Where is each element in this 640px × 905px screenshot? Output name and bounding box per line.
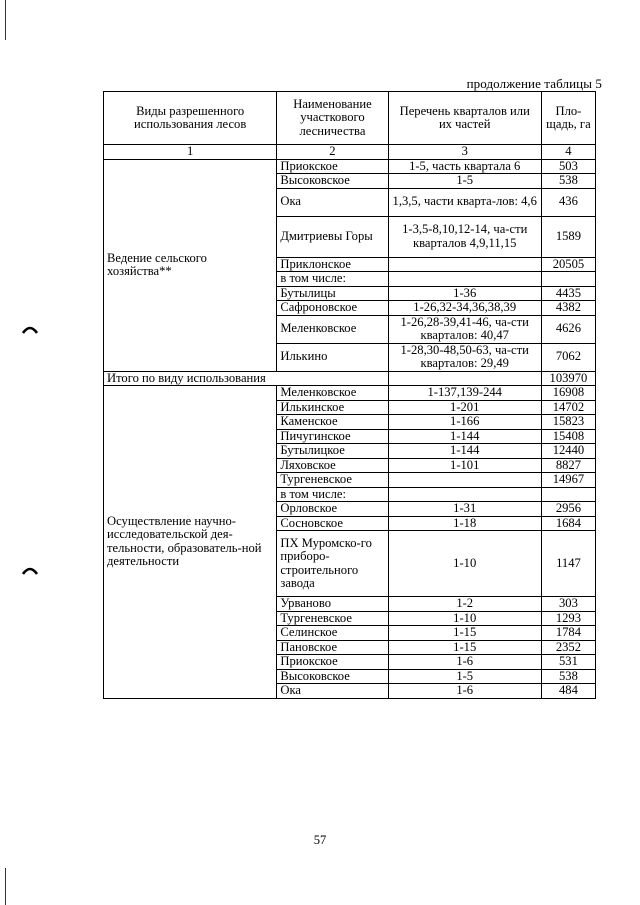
area-cell: 2352	[541, 640, 595, 655]
subtotal-row	[104, 371, 596, 386]
forestry-name-cell: Приокское	[277, 655, 388, 670]
forestry-name-cell: Бутылицы	[277, 286, 388, 301]
forestry-name-cell: в том числе:	[277, 272, 388, 287]
use-type-cell: Ведение сельского хозяйства**	[104, 159, 277, 371]
quarters-cell: 1-144	[388, 429, 541, 444]
quarters-cell	[388, 487, 541, 502]
area-cell: 1684	[541, 516, 595, 531]
forest-use-table	[103, 91, 596, 699]
table-caption: продолжение таблицы 5	[466, 76, 602, 91]
area-cell: 436	[541, 188, 595, 216]
area-cell	[541, 272, 595, 287]
area-cell: 538	[541, 174, 595, 189]
forestry-name-cell: Илькино	[277, 343, 388, 371]
quarters-cell: 1,3,5, части кварта-лов: 4,6	[388, 188, 541, 216]
forestry-name-cell: Ока	[277, 684, 388, 699]
area-cell: 8827	[541, 458, 595, 473]
area-cell: 15408	[541, 429, 595, 444]
quarters-cell: 1-15	[388, 640, 541, 655]
area-cell: 14967	[541, 473, 595, 488]
quarters-cell: 1-137,139-244	[388, 386, 541, 401]
header-forestry-name: Наименование участкового лесничества	[277, 92, 388, 145]
quarters-cell: 1-18	[388, 516, 541, 531]
header-area: Пло-щадь, га	[541, 92, 595, 145]
table-header-row	[104, 92, 596, 145]
area-cell: 1293	[541, 611, 595, 626]
area-cell: 4435	[541, 286, 595, 301]
area-cell: 20505	[541, 257, 595, 272]
table-row	[104, 386, 596, 401]
forestry-name-cell: Пановское	[277, 640, 388, 655]
forestry-name-cell: в том числе:	[277, 487, 388, 502]
area-cell: 503	[541, 159, 595, 174]
subtotal-area: 103970	[541, 371, 595, 386]
quarters-cell: 1-2	[388, 597, 541, 612]
subtotal-label: Итого по виду использования	[104, 371, 389, 386]
area-cell: 15823	[541, 415, 595, 430]
column-number-row	[104, 145, 596, 160]
forestry-name-cell: Дмитриевы Горы	[277, 216, 388, 257]
quarters-cell: 1-5, часть квартала 6	[388, 159, 541, 174]
forestry-name-cell: Селинское	[277, 626, 388, 641]
area-cell: 1147	[541, 531, 595, 597]
area-cell: 12440	[541, 444, 595, 459]
quarters-cell: 1-26,32-34,36,38,39	[388, 301, 541, 316]
quarters-cell: 1-10	[388, 611, 541, 626]
forestry-name-cell: Тургеневское	[277, 611, 388, 626]
quarters-cell: 1-5	[388, 669, 541, 684]
quarters-cell: 1-5	[388, 174, 541, 189]
area-cell: 531	[541, 655, 595, 670]
quarters-cell: 1-26,28-39,41-46, ча-сти кварталов: 40,47	[388, 315, 541, 343]
forestry-name-cell: Высоковское	[277, 669, 388, 684]
area-cell: 1784	[541, 626, 595, 641]
page-number: 57	[313, 833, 327, 847]
quarters-cell	[388, 257, 541, 272]
quarters-cell	[388, 272, 541, 287]
area-cell: 4382	[541, 301, 595, 316]
table-row	[104, 159, 596, 174]
forestry-name-cell: Ока	[277, 188, 388, 216]
table-body	[104, 159, 596, 698]
forestry-name-cell: Орловское	[277, 502, 388, 517]
area-cell: 16908	[541, 386, 595, 401]
column-number: 2	[277, 145, 388, 160]
forestry-name-cell: Ляховское	[277, 458, 388, 473]
forestry-name-cell: Сосновское	[277, 516, 388, 531]
forestry-name-cell: Сафроновское	[277, 301, 388, 316]
forestry-name-cell: Каменское	[277, 415, 388, 430]
quarters-cell: 1-201	[388, 400, 541, 415]
area-cell	[541, 487, 595, 502]
quarters-cell: 1-144	[388, 444, 541, 459]
quarters-cell: 1-101	[388, 458, 541, 473]
forestry-name-cell: ПХ Муромско-го приборо-строительного завода	[277, 531, 388, 597]
area-cell: 303	[541, 597, 595, 612]
quarters-cell: 1-166	[388, 415, 541, 430]
forestry-name-cell: Меленковское	[277, 315, 388, 343]
quarters-cell: 1-3,5-8,10,12-14, ча-сти кварталов 4,9,11,15	[388, 216, 541, 257]
scan-edge-line-bottom	[5, 868, 6, 905]
column-number: 1	[104, 145, 277, 160]
quarters-cell: 1-36	[388, 286, 541, 301]
forestry-name-cell: Урваново	[277, 597, 388, 612]
binding-hole-mark	[22, 324, 38, 334]
forestry-name-cell: Меленковское	[277, 386, 388, 401]
header-quarters: Перечень кварталов или их частей	[388, 92, 541, 145]
forestry-name-cell: Приокское	[277, 159, 388, 174]
area-cell: 2956	[541, 502, 595, 517]
quarters-cell: 1-15	[388, 626, 541, 641]
column-number: 3	[388, 145, 541, 160]
forestry-name-cell: Бутылицкое	[277, 444, 388, 459]
forestry-name-cell: Приклонское	[277, 257, 388, 272]
quarters-cell: 1-28,30-48,50-63, ча-сти кварталов: 29,49	[388, 343, 541, 371]
scan-edge-line-top	[5, 0, 6, 40]
column-number: 4	[541, 145, 595, 160]
quarters-cell: 1-31	[388, 502, 541, 517]
quarters-cell	[388, 473, 541, 488]
forestry-name-cell: Пичугинское	[277, 429, 388, 444]
quarters-cell: 1-6	[388, 684, 541, 699]
forestry-name-cell: Тургеневское	[277, 473, 388, 488]
quarters-cell: 1-6	[388, 655, 541, 670]
area-cell: 14702	[541, 400, 595, 415]
header-use-type: Виды разрешенного использования лесов	[104, 92, 277, 145]
area-cell: 538	[541, 669, 595, 684]
area-cell: 1589	[541, 216, 595, 257]
forestry-name-cell: Илькинское	[277, 400, 388, 415]
area-cell: 7062	[541, 343, 595, 371]
quarters-cell: 1-10	[388, 531, 541, 597]
binding-hole-mark	[22, 565, 38, 575]
subtotal-empty-cell	[388, 371, 541, 386]
use-type-cell: Осуществление научно-исследовательской дея-тельности, образователь-ной деятельности	[104, 386, 277, 699]
forestry-name-cell: Высоковское	[277, 174, 388, 189]
area-cell: 4626	[541, 315, 595, 343]
area-cell: 484	[541, 684, 595, 699]
